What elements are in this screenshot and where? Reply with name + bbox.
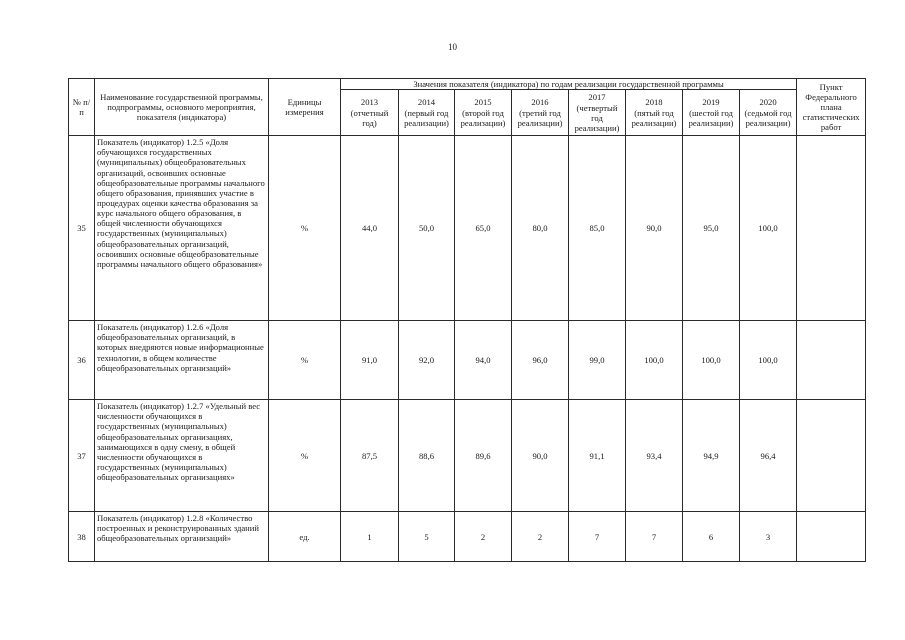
table-row: [69, 136, 866, 321]
value-cell-2017: 85,0: [569, 136, 626, 321]
header-year-2018: [626, 90, 683, 136]
plan-cell: [797, 400, 866, 512]
indicator-name: Показатель (индикатор) 1.2.5 «Доля обучающихся государственных (муниципальных) общеобразовательных организаций, освоивших основные общеобразовательные программы начального общего образования, принявших участие в процедурах оценки качества образования за курс начального общего образования, в общей численности обучающихся государственных (муниципальных) общеобразовательных организаций, освоивших основные общеобразовательные программы начального общего образования»: [95, 136, 269, 321]
header-year-2016: [512, 90, 569, 136]
value-cell-2018: 7: [626, 512, 683, 562]
value-cell-2015: 65,0: [455, 136, 512, 321]
plan-cell: [797, 512, 866, 562]
value-cell-2015: 89,6: [455, 400, 512, 512]
header-plan: Пункт Федерального плана статистических работ: [797, 79, 866, 136]
header-unit: Единицы измерения: [269, 79, 341, 136]
value-cell-2018: 100,0: [626, 321, 683, 400]
indicator-name: Показатель (индикатор) 1.2.6 «Доля общеобразовательных организаций, в которых внедряются новые информационные технологии, в общем количестве общеобразовательных организаций»: [95, 321, 269, 400]
header-year-note: (первый год реализации): [404, 107, 449, 128]
header-year-label: 2013: [360, 97, 379, 108]
unit-cell: %: [269, 321, 341, 400]
value-cell-2014: 92,0: [399, 321, 455, 400]
value-cell-2016: 90,0: [512, 400, 569, 512]
header-year-2019: [683, 90, 740, 136]
plan-cell: [797, 136, 866, 321]
value-cell-2013: 87,5: [341, 400, 399, 512]
unit-cell: %: [269, 136, 341, 321]
value-cell-2016: 80,0: [512, 136, 569, 321]
header-year-label: 2017: [588, 92, 606, 103]
value-cell-2020: 100,0: [740, 136, 797, 321]
page-number: 10: [448, 42, 457, 52]
row-number: 35: [69, 136, 95, 321]
header-year-label: 2018: [645, 97, 663, 108]
table-row: [69, 512, 866, 562]
header-year-note: (отчетный год): [350, 107, 389, 128]
value-cell-2019: 100,0: [683, 321, 740, 400]
value-cell-2013: 44,0: [341, 136, 399, 321]
plan-cell: [797, 321, 866, 400]
header-values-span: Значения показателя (индикатора) по годам реализации государственной программы: [341, 79, 797, 90]
value-cell-2019: 94,9: [683, 400, 740, 512]
header-name: Наименование государственной программы, подпрограммы, основного мероприятия, показателя (индикатора): [95, 79, 269, 136]
value-cell-2018: 93,4: [626, 400, 683, 512]
header-num: № п/п: [69, 79, 95, 136]
indicator-table: [68, 78, 866, 562]
indicator-name: Показатель (индикатор) 1.2.7 «Удельный вес численности обучающихся в государственных (муниципальных) общеобразовательных организациях, занимающихся в одну смену, в общей численности обучающихся в государственных (муниципальных) общеобразовательных организациях»: [95, 400, 269, 512]
value-cell-2014: 5: [399, 512, 455, 562]
header-year-note: (второй год реализации): [460, 107, 506, 128]
header-year-2015: [455, 90, 512, 136]
header-year-2014: [399, 90, 455, 136]
header-year-note: (четвертый год реализации): [574, 102, 620, 133]
value-cell-2013: 1: [341, 512, 399, 562]
header-year-label: 2014: [417, 97, 436, 108]
value-cell-2019: 95,0: [683, 136, 740, 321]
header-year-note: (шестой год реализации): [688, 107, 734, 128]
value-cell-2018: 90,0: [626, 136, 683, 321]
value-cell-2013: 91,0: [341, 321, 399, 400]
value-cell-2017: 91,1: [569, 400, 626, 512]
header-year-label: 2015: [474, 97, 492, 108]
value-cell-2020: 100,0: [740, 321, 797, 400]
header-year-2013: [341, 90, 399, 136]
unit-cell: ед.: [269, 512, 341, 562]
value-cell-2017: 7: [569, 512, 626, 562]
value-cell-2014: 88,6: [399, 400, 455, 512]
header-year-note: (пятый год реализации): [631, 107, 677, 128]
unit-cell: %: [269, 400, 341, 512]
value-cell-2016: 2: [512, 512, 569, 562]
header-year-2017: [569, 90, 626, 136]
row-number: 37: [69, 400, 95, 512]
value-cell-2020: 96,4: [740, 400, 797, 512]
header-year-label: 2020: [759, 97, 777, 108]
row-number: 38: [69, 512, 95, 562]
table-row: [69, 400, 866, 512]
value-cell-2019: 6: [683, 512, 740, 562]
value-cell-2016: 96,0: [512, 321, 569, 400]
value-cell-2015: 2: [455, 512, 512, 562]
table-row: [69, 321, 866, 400]
header-year-label: 2019: [702, 97, 720, 108]
header-year-note: (третий год реализации): [517, 107, 563, 128]
header-year-note: (седьмой год реализации): [744, 107, 792, 128]
value-cell-2017: 99,0: [569, 321, 626, 400]
row-number: 36: [69, 321, 95, 400]
value-cell-2014: 50,0: [399, 136, 455, 321]
value-cell-2015: 94,0: [455, 321, 512, 400]
value-cell-2020: 3: [740, 512, 797, 562]
indicator-name: Показатель (индикатор) 1.2.8 «Количество построенных и реконструированных зданий общеобразовательных организаций»: [95, 512, 269, 562]
header-year-2020: [740, 90, 797, 136]
header-year-label: 2016: [531, 97, 549, 108]
